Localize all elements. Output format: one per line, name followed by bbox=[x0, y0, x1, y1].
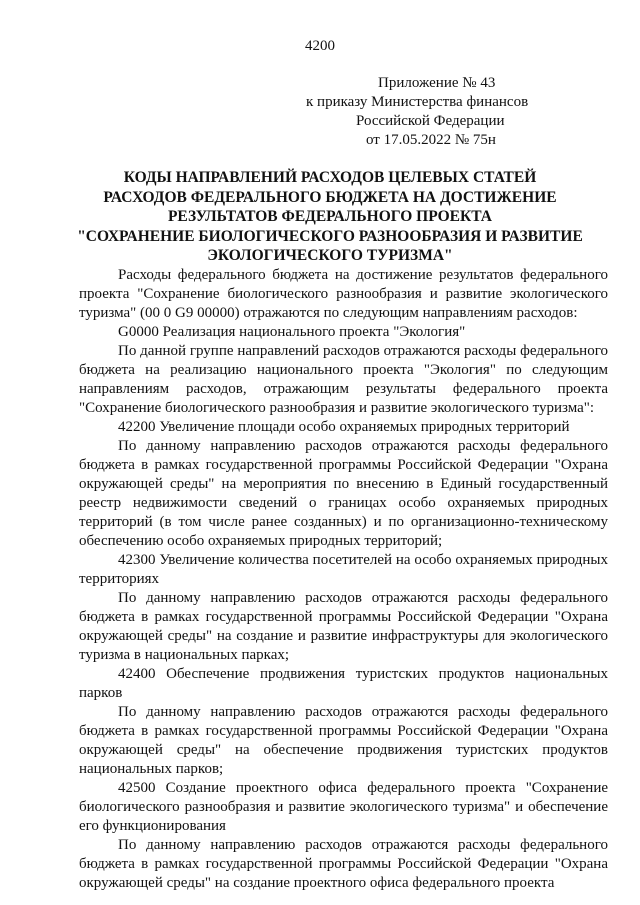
code-heading: 42500 Создание проектного офиса федерального проекта "Сохранение биологического разнообразия и развитие экологического туризма" и обеспечение его функционирования bbox=[79, 780, 608, 834]
body-paragraph: По данному направлению расходов отражаются расходы федерального бюджета в рамках государственной программы Российской Федерации "Охрана окружающей среды" на обеспечение продвижения туристских продуктов национальных парков; bbox=[79, 704, 608, 777]
body-paragraph: По данному направлению расходов отражаются расходы федерального бюджета в рамках государственной программы Российской Федерации "Охрана окружающей среды" на создание проектного офиса федерального проекта bbox=[79, 837, 608, 891]
appendix-date: от 17.05.2022 № 75н bbox=[366, 132, 496, 148]
code-heading: G0000 Реализация национального проекта "Экология" bbox=[118, 324, 466, 340]
body-paragraph: По данной группе направлений расходов отражаются расходы федерального бюджета на реализацию национального проекта "Экология" по следующим направлениям расходов, отражающим результаты федерального проекта "Сохранение биологического разнообразия и развитие экологического туризма": bbox=[79, 343, 608, 416]
title-line: КОДЫ НАПРАВЛЕНИЙ РАСХОДОВ ЦЕЛЕВЫХ СТАТЕЙ bbox=[123, 169, 537, 186]
code-heading: 42300 Увеличение количества посетителей на особо охраняемых природных территориях bbox=[79, 552, 608, 587]
document-body bbox=[79, 266, 608, 893]
intro-paragraph: Расходы федерального бюджета на достижение результатов федерального проекта "Сохранение биологического разнообразия и развитие экологического туризма" (00 0 G9 00000) отражаются по следующим направлениям расходов: bbox=[79, 267, 608, 321]
code-heading: 42200 Увеличение площади особо охраняемых природных территорий bbox=[118, 419, 570, 435]
appendix-header bbox=[306, 74, 580, 150]
title-line: ЭКОЛОГИЧЕСКОГО ТУРИЗМА" bbox=[207, 247, 453, 264]
body-paragraph: По данному направлению расходов отражаются расходы федерального бюджета в рамках государственной программы Российской Федерации "Охрана окружающей среды" на создание и развитие инфраструктуры для экологического туризма в национальных парках; bbox=[79, 590, 608, 663]
page-number: 4200 bbox=[305, 38, 335, 54]
title-line: РАСХОДОВ ФЕДЕРАЛЬНОГО БЮДЖЕТА НА ДОСТИЖЕНИЕ bbox=[103, 188, 557, 206]
appendix-order-ref: к приказу Министерства финансов bbox=[306, 94, 529, 110]
appendix-country: Российской Федерации bbox=[356, 113, 505, 129]
body-paragraph: По данному направлению расходов отражаются расходы федерального бюджета в рамках государственной программы Российской Федерации "Охрана окружающей среды" на мероприятия по внесению в Единый государственный реестр недвижимости сведений о границах особо охраняемых природных территорий (в том числе ранее созданных) и по организационно-техническому обеспечению особо охраняемых природных территорий; bbox=[79, 438, 608, 549]
title-line: "СОХРАНЕНИЕ БИОЛОГИЧЕСКОГО РАЗНООБРАЗИЯ И РАЗВИТИЕ bbox=[77, 227, 583, 245]
title-line: РЕЗУЛЬТАТОВ ФЕДЕРАЛЬНОГО ПРОЕКТА bbox=[167, 208, 493, 225]
document-title bbox=[40, 168, 620, 266]
appendix-number: Приложение № 43 bbox=[378, 75, 496, 91]
code-heading: 42400 Обеспечение продвижения туристских продуктов национальных парков bbox=[79, 666, 608, 701]
